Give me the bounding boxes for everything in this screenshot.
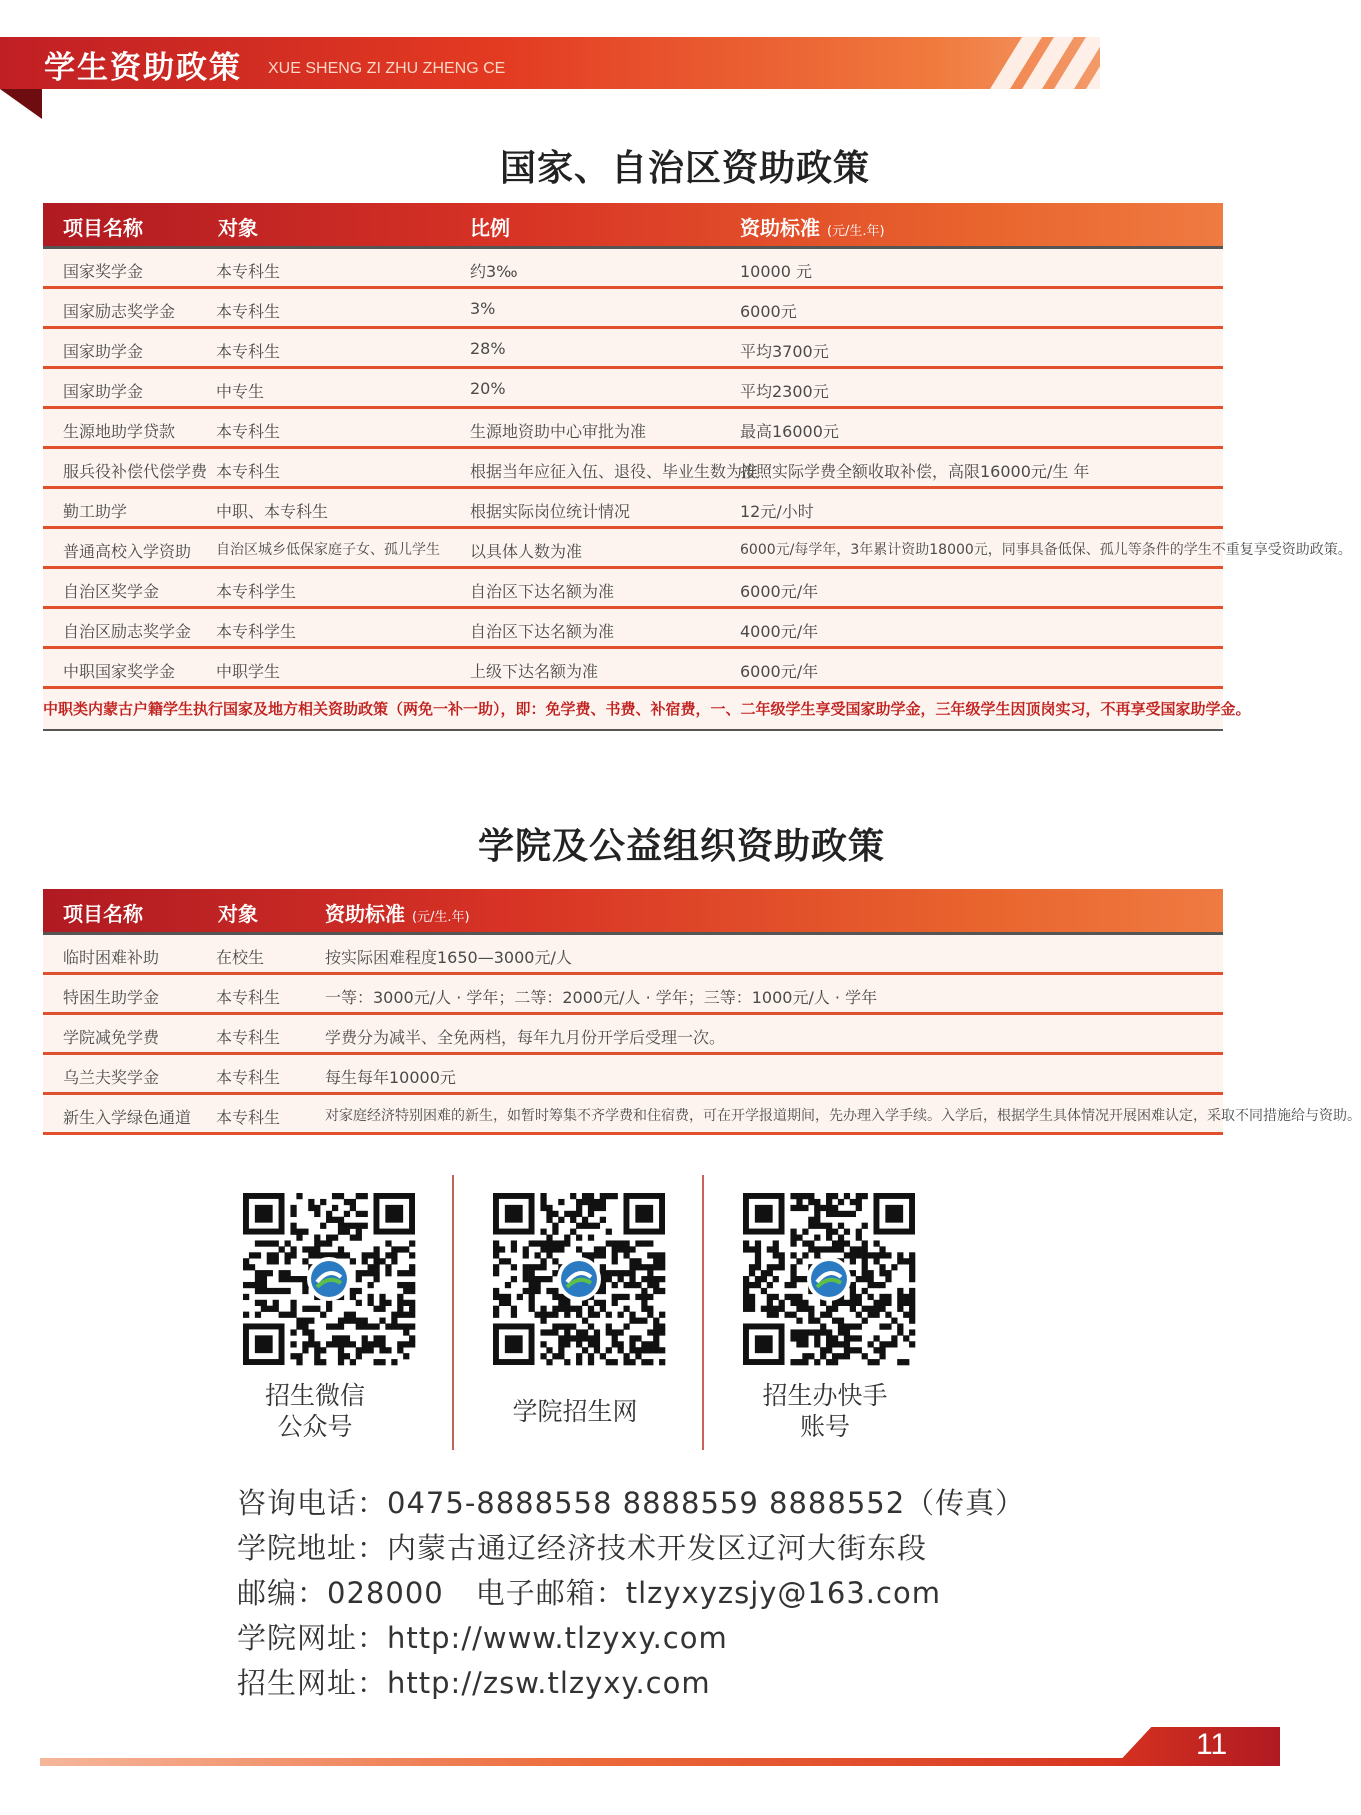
qr-divider [452,1175,454,1450]
cell-ratio: 3% [470,299,496,318]
cell-standard: 6000元/年 [740,582,819,601]
contact-postcode-email [237,1571,941,1612]
cell-ratio: 约3‰ [470,262,518,281]
contact-admission-site [237,1661,711,1702]
cell-standard: 4000元/年 [740,622,819,641]
cell-target: 本专科生 [216,1028,281,1047]
table-row [43,1095,1361,1135]
table-row [43,289,1223,329]
cell-standard: 6000元/年 [740,662,819,681]
cell-standard: 最高16000元 [740,422,839,441]
table-row [43,649,1223,689]
address-label: 学院地址： [237,1531,388,1565]
cell-target: 本专科生 [216,342,281,361]
qr-divider [702,1175,704,1450]
cell-name: 国家奖学金 [63,262,144,281]
cell-name: 新生入学绿色通道 [63,1108,192,1127]
cell-ratio: 根据当年应征入伍、退役、毕业生数为准 [470,462,759,481]
phone-label: 咨询电话： [237,1486,388,1520]
table-row [43,249,1223,289]
cell-standard: 按实际困难程度1650—3000元/人 [325,948,572,967]
email-label: 电子邮箱： [475,1576,626,1610]
phone-value: 0475-8888558 8888559 8888552（传真） [387,1486,1026,1520]
table-row [43,489,1223,529]
qr-label-line: 学院招生网 [512,1397,638,1426]
cell-ratio: 28% [470,339,506,358]
qr-code-kuaishou[interactable] [743,1193,915,1365]
cell-name: 特困生助学金 [63,988,160,1007]
cell-target: 中职学生 [216,662,281,681]
college-rows [43,935,1361,1135]
cell-standard: 平均3700元 [740,342,829,361]
page-subtitle: XUE SHENG ZI ZHU ZHENG CE [268,60,506,77]
cell-standard: 按照实际学费全额收取补偿，高限16000元/生 年 [740,462,1090,481]
qr-code-wechat[interactable] [243,1193,415,1365]
table-row [43,329,1223,369]
address-value: 内蒙古通辽经济技术开发区辽河大街东段 [387,1531,928,1565]
cell-target: 中职、本专科生 [216,502,329,521]
cell-target: 本专科生 [216,302,281,321]
qr-label-line: 招生微信 [264,1381,365,1410]
admission-link[interactable]: http://zsw.tlzyxy.com [387,1666,711,1700]
cell-ratio: 自治区下达名额为准 [470,582,615,601]
col-name: 项目名称 [63,216,143,240]
col-standard-unit: (元/生.年) [411,910,470,925]
footer-line [40,1758,1140,1766]
postcode-value: 028000 [327,1576,444,1610]
qr-label-line: 招生办快手 [762,1381,888,1410]
col-target: 对象 [218,216,258,240]
cell-name: 学院减免学费 [63,1028,160,1047]
qr-code-image [493,1193,665,1365]
cell-name: 自治区励志奖学金 [63,622,192,641]
national-note: 中职类内蒙古户籍学生执行国家及地方相关资助政策（两免一补一助），即：免学费、书费、补宿费，一、二年级学生享受国家助学金，三年级学生因顶岗实习，不再享受国家助学金。 [43,689,1223,731]
national-section-title: 国家、自治区资助政策 [500,148,871,189]
cell-ratio: 上级下达名额为准 [470,662,599,681]
email-link[interactable]: tlzyxyzsjy@163.com [625,1576,941,1610]
col-ratio: 比例 [470,216,510,240]
website-label: 学院网址： [237,1621,388,1655]
qr-label-wechat [195,1380,435,1442]
cell-standard: 每生每年10000元 [325,1068,456,1087]
page-title: 学生资助政策 [44,50,242,86]
table-row [43,369,1223,409]
col-standard-unit: (元/生.年) [826,224,885,239]
table-row [43,975,1223,1015]
qr-code-image [243,1193,415,1365]
national-table [43,203,1352,731]
cell-target: 中专生 [216,382,265,401]
cell-target: 本专科生 [216,462,281,481]
table-row [43,409,1223,449]
cell-target: 在校生 [216,948,265,967]
cell-standard: 一等：3000元/人 · 学年；二等：2000元/人 · 学年；三等：1000元/人 · 学年 [325,988,878,1007]
cell-target: 本专科生 [216,988,281,1007]
admission-label: 招生网址： [237,1666,388,1700]
table-row [43,935,1223,975]
qr-code-website[interactable] [493,1193,665,1365]
cell-standard: 10000 元 [740,262,812,281]
cell-ratio: 生源地资助中心审批为准 [470,422,647,441]
table-row [43,609,1223,649]
cell-name: 中职国家奖学金 [63,662,176,681]
table-row [43,449,1223,489]
qr-label-line: 账号 [799,1412,850,1441]
cell-ratio: 以具体人数为准 [470,542,583,561]
cell-ratio: 自治区下达名额为准 [470,622,615,641]
national-table-header [43,203,1223,246]
cell-ratio: 20% [470,379,506,398]
website-link[interactable]: http://www.tlzyxy.com [387,1621,728,1655]
contact-address [237,1526,927,1567]
qr-code-image [743,1193,915,1365]
contact-website [237,1616,728,1657]
cell-name: 国家励志奖学金 [63,302,176,321]
cell-target: 本专科生 [216,262,281,281]
table-row [43,569,1223,609]
col-standard-label: 资助标准 [740,216,820,240]
cell-target: 自治区城乡低保家庭子女、孤儿学生 [216,542,440,558]
cell-name: 生源地助学贷款 [63,422,176,441]
cell-target: 本专科学生 [216,622,297,641]
col-standard-label: 资助标准 [325,902,405,926]
college-section-title: 学院及公益组织资助政策 [478,826,886,867]
cell-name: 国家助学金 [63,342,144,361]
table-row [43,1015,1223,1055]
college-table [43,889,1361,1135]
banner-stripes [960,37,1130,89]
cell-target: 本专科生 [216,422,281,441]
cell-standard: 平均2300元 [740,382,829,401]
cell-name: 临时困难补助 [63,948,160,967]
table-row [43,1055,1223,1095]
cell-target: 本专科生 [216,1108,281,1127]
cell-ratio: 根据实际岗位统计情况 [470,502,631,521]
cell-standard: 6000元 [740,302,797,321]
cell-name: 普通高校入学资助 [63,542,192,561]
cell-name: 勤工助学 [63,502,128,521]
cell-target: 本专科生 [216,1068,281,1087]
cell-name: 服兵役补偿代偿学费 [63,462,208,481]
national-rows [43,249,1352,689]
qr-label-website [455,1396,695,1427]
col-target: 对象 [218,902,258,926]
cell-standard: 对家庭经济特别困难的新生，如暂时筹集不齐学费和住宿费，可在开学报道期间，先办理入学手续。入学后，根据学生具体情况开展困难认定，采取不同措施给与资助。 [325,1108,1361,1124]
qr-label-kuaishou [705,1380,945,1442]
col-standard [740,212,885,241]
banner-fold [0,89,42,119]
col-name: 项目名称 [63,902,143,926]
col-standard [325,898,470,927]
postcode-label: 邮编： [237,1576,328,1610]
table-row [43,529,1352,569]
cell-standard: 6000元/每学年，3年累计资助18000元，同事具备低保、孤儿等条件的学生不重复享受资助政策。 [740,542,1352,558]
cell-name: 自治区奖学金 [63,582,160,601]
contact-phone [237,1481,1025,1522]
cell-standard: 12元/小时 [740,502,814,521]
cell-name: 乌兰夫奖学金 [63,1068,160,1087]
cell-name: 国家助学金 [63,382,144,401]
page-number: 11 [1196,1728,1228,1761]
college-table-header [43,889,1223,932]
cell-standard: 学费分为减半、全免两档，每年九月份开学后受理一次。 [325,1028,726,1047]
cell-target: 本专科学生 [216,582,297,601]
qr-label-line: 公众号 [277,1412,353,1441]
